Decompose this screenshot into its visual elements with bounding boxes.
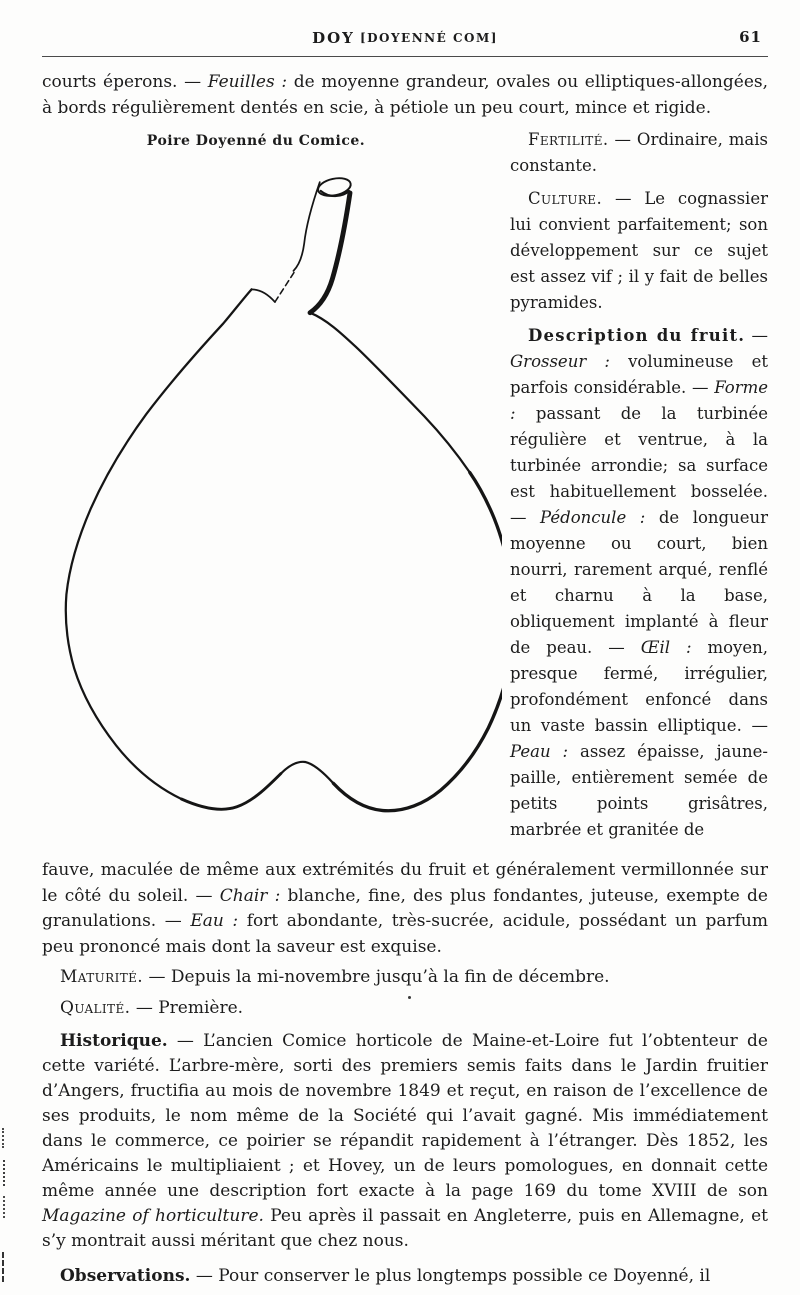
page-number: 61 <box>739 28 762 46</box>
figure-and-column-row <box>42 127 768 850</box>
qualite-text: — Première. <box>130 997 244 1018</box>
historique-text-2: Peu après il passait en Angleterre, puis en Allemagne, et s’y montrait aussi méritant que chez nous. <box>42 1206 768 1251</box>
forme-term: Forme : <box>510 378 768 423</box>
running-title <box>312 28 498 47</box>
scan-artifact <box>408 996 411 999</box>
pear-saddle-dash <box>275 272 294 302</box>
pear-figure <box>42 127 500 829</box>
page-header <box>42 28 768 50</box>
chair-text: blanche, fine, des plus fondantes, juteuse, exempte de granulations. — <box>42 885 768 931</box>
maturite-label: Maturité. <box>60 967 144 987</box>
magazine-title: Magazine of horticulture. <box>42 1206 264 1226</box>
running-title-bracket: [DOYENNÉ COM] <box>359 31 498 45</box>
observations-heading: Observations. <box>60 1266 191 1286</box>
intro-paragraph <box>42 70 768 121</box>
grosseur-term: Grosseur : <box>510 352 610 371</box>
observations-text: — Pour conserver le plus longtemps possible ce Doyenné, il <box>190 1266 711 1286</box>
scan-artifact <box>2 1252 4 1282</box>
pedoncule-term: Pédoncule : <box>540 508 646 527</box>
eau-text: fort abondante, très-sucrée, acidule, possédant un parfum peu prononcé mais dont la saveur est exquise. <box>42 911 768 957</box>
scan-artifact <box>3 1160 5 1186</box>
historique-text: — L’ancien Comice horticole de Maine-et-Loire fut l’obtenteur de cette variété. L’arbre-mère, sorti des premiers semis faits dans le Jardin fruitier d’Angers, fructifia au mois de novembre 1849 et reçut, en raison de l’excellence de ses produits, le nom même de la Société qui l’avait gagné. Mis immédiatement dans le commerce, ce poirier se répandit rapidement à l’étranger. Dès 1852, les Américains le multipliaient ; et Hovey, un de leurs pomologues, en donnait cette même année une description fort exacte à la page 169 du tome XVIII de son <box>42 1031 768 1201</box>
qualite-label: Qualité. <box>60 997 131 1018</box>
pear-body-outline <box>66 289 502 810</box>
grosseur-text: volumineuse et parfois considérable. — <box>510 352 768 397</box>
peau-term: Peau : <box>510 742 569 761</box>
culture-label: Culture. <box>528 189 603 208</box>
description-heading: Description du fruit. <box>528 326 746 345</box>
intro-text-2: de moyenne grandeur, ovales ou elliptiques-allongées, à bords régulièrement dentés en scie, à pétiole un peu court, mince et rigide. <box>42 72 769 118</box>
pear-drawing <box>44 157 502 829</box>
description-paragraph <box>510 323 768 843</box>
eau-term: Eau : <box>190 911 239 931</box>
running-title-main: DOY <box>312 29 355 47</box>
chair-term: Chair : <box>219 885 281 906</box>
culture-paragraph <box>510 186 768 316</box>
scan-artifact <box>3 1196 5 1218</box>
observations-paragraph <box>42 1264 768 1290</box>
pedoncule-text: de longueur moyenne ou court, bien nourri, rarement arqué, renflé et charnu à la base, obliquement implanté à fleur de peau. — <box>510 508 769 657</box>
fertilite-text: — Ordinaire, mais constante. <box>510 130 768 175</box>
right-text-column <box>510 127 768 850</box>
fertilite-label: Fertilité. <box>528 130 609 149</box>
pear-top-saddle <box>252 289 275 302</box>
figure-caption: Poire Doyenné du Comice. <box>146 133 366 149</box>
pear-outline-heavy-bottom-left <box>181 774 280 810</box>
feuilles-term: Feuilles : <box>207 72 288 92</box>
scan-artifact <box>2 1128 4 1148</box>
header-rule <box>42 56 768 57</box>
peau-text: assez épaisse, jaune-paille, entièrement semée de petits points grisâtres, marbrée et granitée de <box>510 742 768 839</box>
forme-text: passant de la turbinée régulière et ventrue, à la turbinée arrondie; sa surface est habituellement bosselée. — <box>510 404 768 527</box>
stem-left-edge <box>293 182 319 271</box>
culture-text: — Le cognassier lui convient parfaitement; son développement sur ce sujet est assez vif ; il y fait de belles pyramides. <box>510 189 768 312</box>
stem-right-edge <box>310 193 350 313</box>
intro-text: courts éperons. — <box>42 72 208 92</box>
historique-heading: Historique. <box>60 1031 168 1051</box>
historique-paragraph <box>42 1029 768 1254</box>
maturite-line <box>42 965 768 991</box>
description-text: — <box>745 326 768 345</box>
fertilite-paragraph <box>510 127 768 179</box>
pear-outline-heavy-right <box>333 473 502 811</box>
description-continuation-paragraph <box>42 858 768 960</box>
maturite-text: — Depuis la mi-novembre jusqu’à la fin de décembre. <box>143 967 610 987</box>
qualite-line <box>42 996 768 1022</box>
peau-text-cont: fauve, maculée de même aux extrémités du fruit et généralement vermillonnée sur le côté du soleil. — <box>42 860 768 906</box>
oeil-term: Œil : <box>640 638 692 657</box>
oeil-text: moyen, presque fermé, irrégulier, profondément enfoncé dans un vaste bassin elliptique. — <box>510 638 768 735</box>
